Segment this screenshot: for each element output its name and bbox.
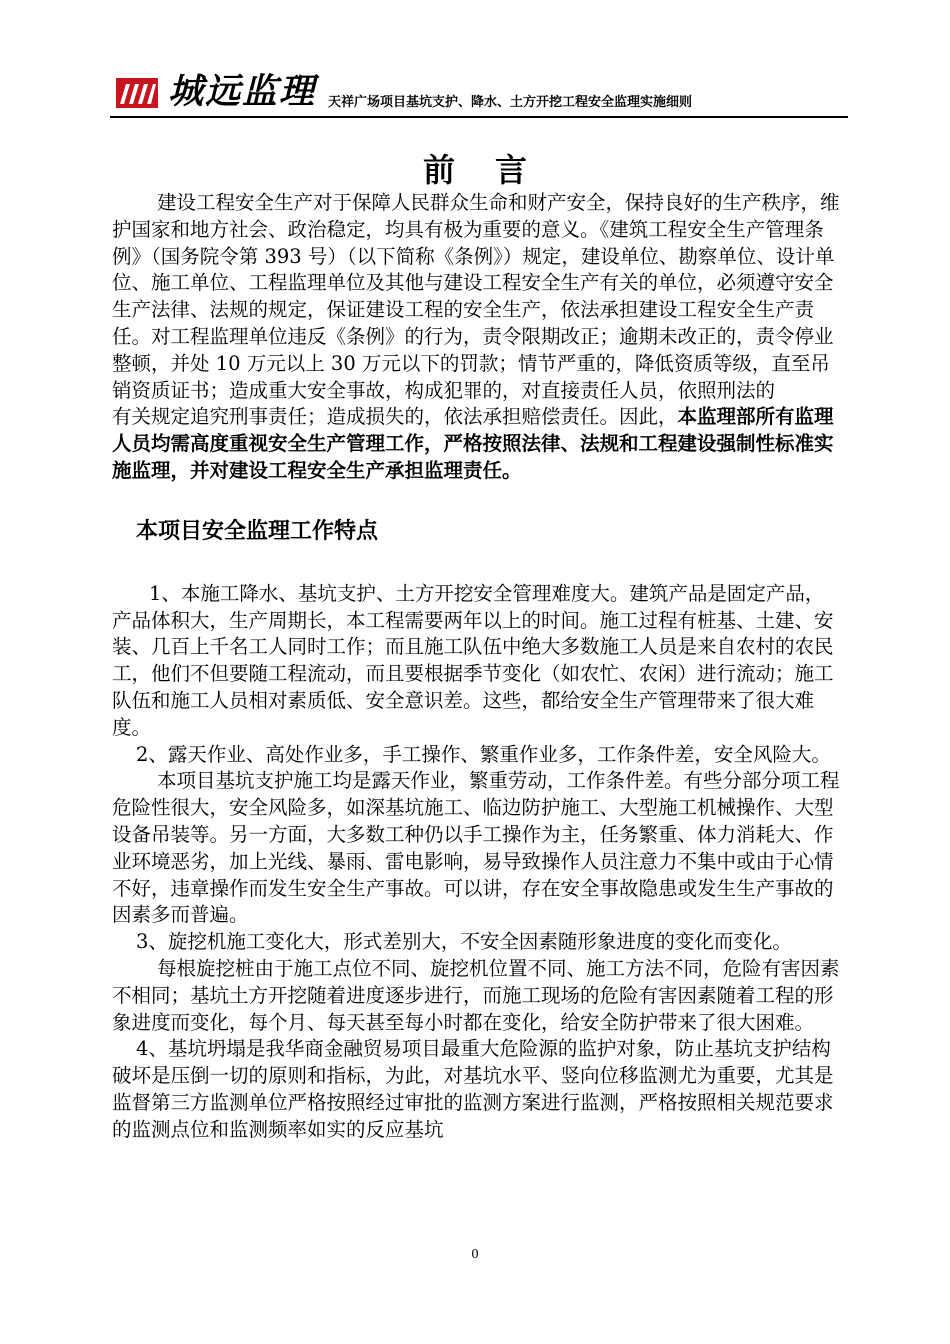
document-header-title: 天祥广场项目基坑支护、降水、土方开挖工程安全监理实施细则 — [328, 95, 693, 110]
intro-paragraph-1: 建设工程安全生产对于保障人民群众生命和财产安全，保持良好的生产秩序，维护国家和地方社会、政治稳定，均具有极为重要的意义。《建筑工程安全生产管理条例》（国务院令第 393 号）（以下简称《条例》）规定，建设单位、勘察单位、设计单位、施工单位、工程监理单位及其他与建设工程安全生产有关的单位，必须遵守安全生产法律、法规的规定，保证建设工程的安全生产，依法承担建设工程安全生产责任。对工程监理单位违反《条例》的行为，责令限期改正；逾期未改正的，责令停业整顿，并处 10 万元以上 30 万元以下的罚款；情节严重的，降低资质等级，直至吊销资质证书；造成重大安全事故，构成犯罪的，对直接责任人员，依照刑法的 — [112, 191, 840, 402]
intro-paragraph-2-text: 有关规定追究刑事责任；造成损失的，依法承担赔偿责任。因此， — [112, 405, 678, 429]
intro-paragraph-2-emphasis: 本监理部所有监理人员均需高度重视安全生产管理工作，严格按照法律、法规和工程建设强制性标准实施监理，并对建设工程安全生产承担监理责任。 — [112, 405, 834, 482]
intro-paragraph-2 — [112, 404, 840, 484]
section-paragraph-1: 1、本施工降水、基坑支护、土方开挖安全管理难度大。建筑产品是固定产品，产品体积大，生产周期长，本工程需要两年以上的时间。施工过程有桩基、土建、安装、几百上千名工人同时工作；而且施工队伍中绝大多数施工人员是来自农村的农民工，他们不但要随工程流动，而且要根据季节变化（如农忙、农闲）进行流动；施工队伍和施工人员相对素质低、安全意识差。这些，都给安全生产管理带来了很大难度。 — [112, 581, 834, 739]
page-header — [110, 70, 850, 114]
document-body — [112, 190, 840, 1144]
company-logo-icon — [116, 78, 158, 108]
section-paragraph-2: 2、露天作业、高处作业多，手工操作、繁重作业多，工作条件差，安全风险大。 — [136, 742, 831, 766]
page-number: 0 — [471, 1247, 479, 1262]
section-heading: 本项目安全监理工作特点 — [136, 518, 379, 544]
page-title: 前言 — [422, 151, 567, 189]
section-paragraph-3: 本项目基坑支护施工均是露天作业，繁重劳动，工作条件差。有些分部分项工程危险性很大，安全风险多，如深基坑施工、临边防护施工、大型施工机械操作、大型设备吊装等。另一方面，大多数工种仍以手工操作为主，任务繁重、体力消耗大、作业环境恶劣，加上光线、暴雨、雷电影响，易导致操作人员注意力不集中或由于心情不好，违章操作而发生安全生产事故。可以讲，存在安全事故隐患或发生生产事故的因素多而普遍。 — [112, 769, 840, 927]
section-paragraph-4: 3、旋挖机施工变化大，形式差别大，不安全因素随形象进度的变化而变化。 — [136, 930, 792, 954]
company-logo-text: 城远监理 — [168, 72, 317, 112]
header-divider — [110, 116, 848, 118]
section-paragraph-6: 4、基坑坍塌是我华商金融贸易项目最重大危险源的监护对象，防止基坑支护结构破坏是压倒一切的原则和指标，为此，对基坑水平、竖向位移监测尤为重要，尤其是监督第三方监测单位严格按照经过审批的监测方案进行监测，严格按照相关规范要求的监测点位和监测频率如实的反应基坑 — [112, 1037, 834, 1141]
section-paragraph-5: 每根旋挖桩由于施工点位不同、旋挖机位置不同、施工方法不同，危险有害因素不相同；基坑土方开挖随着进度逐步进行，而施工现场的危险有害因素随着工程的形象进度而变化，每个月、每天甚至每小时都在变化，给安全防护带来了很大困难。 — [112, 956, 840, 1034]
